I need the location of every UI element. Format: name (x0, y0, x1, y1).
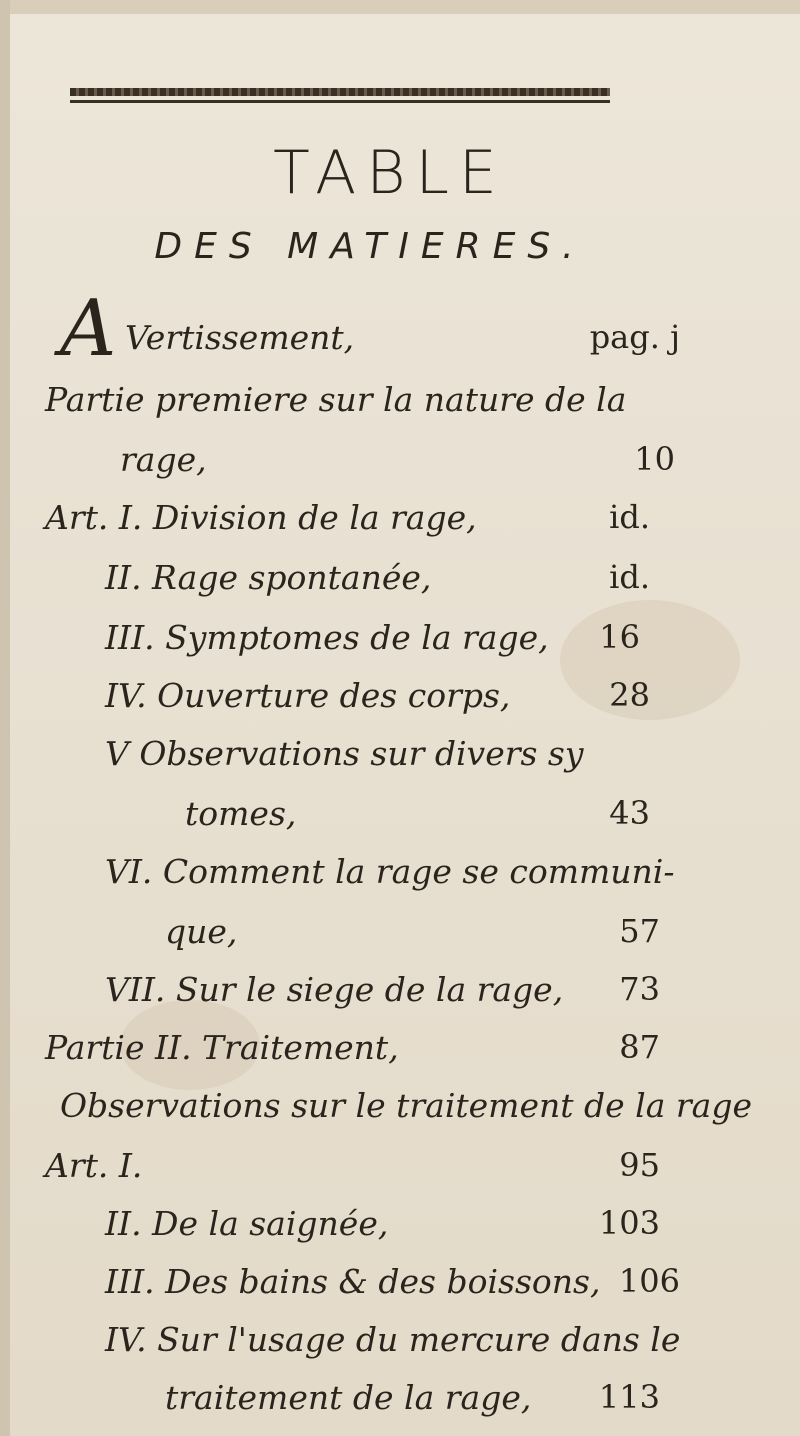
toc-entry-text: que, (165, 912, 238, 951)
toc-entry-page: 57 (619, 912, 660, 950)
toc-entry-text: IV. Ouverture des corps, (105, 676, 511, 715)
toc-entry-page: 10 (634, 440, 675, 478)
toc-entry-text: rage, (120, 440, 207, 479)
toc-entry-text: IV. Sur l'usage du mercure dans le (105, 1320, 681, 1359)
toc-entry-text: Art. I. (45, 1146, 143, 1185)
toc-entry-text: V Observations sur divers sy (105, 734, 584, 773)
toc-entry-page: 103 (598, 1204, 660, 1242)
toc-entry-text: Observations sur le traitement de la rage (60, 1086, 752, 1125)
toc-entry-page: 95 (619, 1146, 660, 1184)
toc-entry-page: 16 (599, 618, 640, 656)
toc-entry-text: II. Rage spontanée, (105, 558, 432, 597)
toc-entry-page: id. (609, 558, 650, 596)
page-left-edge (0, 0, 10, 1436)
header-ornament (70, 88, 610, 108)
page-top-edge (0, 0, 800, 14)
toc-entry-text: II. De la saignée, (105, 1204, 389, 1243)
toc-entry-text: Partie II. Traitement, (45, 1028, 399, 1067)
toc-entry-text: III. Symptomes de la rage, (105, 618, 549, 657)
toc-entry-text: III. Des bains & des boissons, (105, 1262, 601, 1301)
page-subtitle: DES MATIERES. (154, 226, 586, 267)
toc-entry-page: 73 (619, 970, 660, 1008)
drop-cap-letter: A (60, 284, 117, 374)
toc-entry-page: pag. j (589, 318, 680, 356)
toc-entry-page: 43 (609, 794, 650, 832)
toc-entry-text: Art. I. Division de la rage, (45, 498, 477, 537)
toc-entry-page: 106 (618, 1262, 680, 1300)
page-title: TABLE (273, 138, 507, 208)
toc-entry-page: 87 (619, 1028, 660, 1066)
toc-entry-text: VI. Comment la rage se communi- (105, 852, 675, 891)
toc-entry-text: tomes, (185, 794, 297, 833)
toc-entry-page: 28 (609, 676, 650, 714)
toc-entry-page: 113 (598, 1378, 660, 1416)
toc-entry-text: Vertissement, (125, 318, 355, 357)
toc-entry-text: traitement de la rage, (165, 1378, 532, 1417)
toc-entry-page: id. (609, 498, 650, 536)
toc-entry-text: VII. Sur le siege de la rage, (105, 970, 564, 1009)
toc-entry-text: Partie premiere sur la nature de la (45, 380, 627, 419)
